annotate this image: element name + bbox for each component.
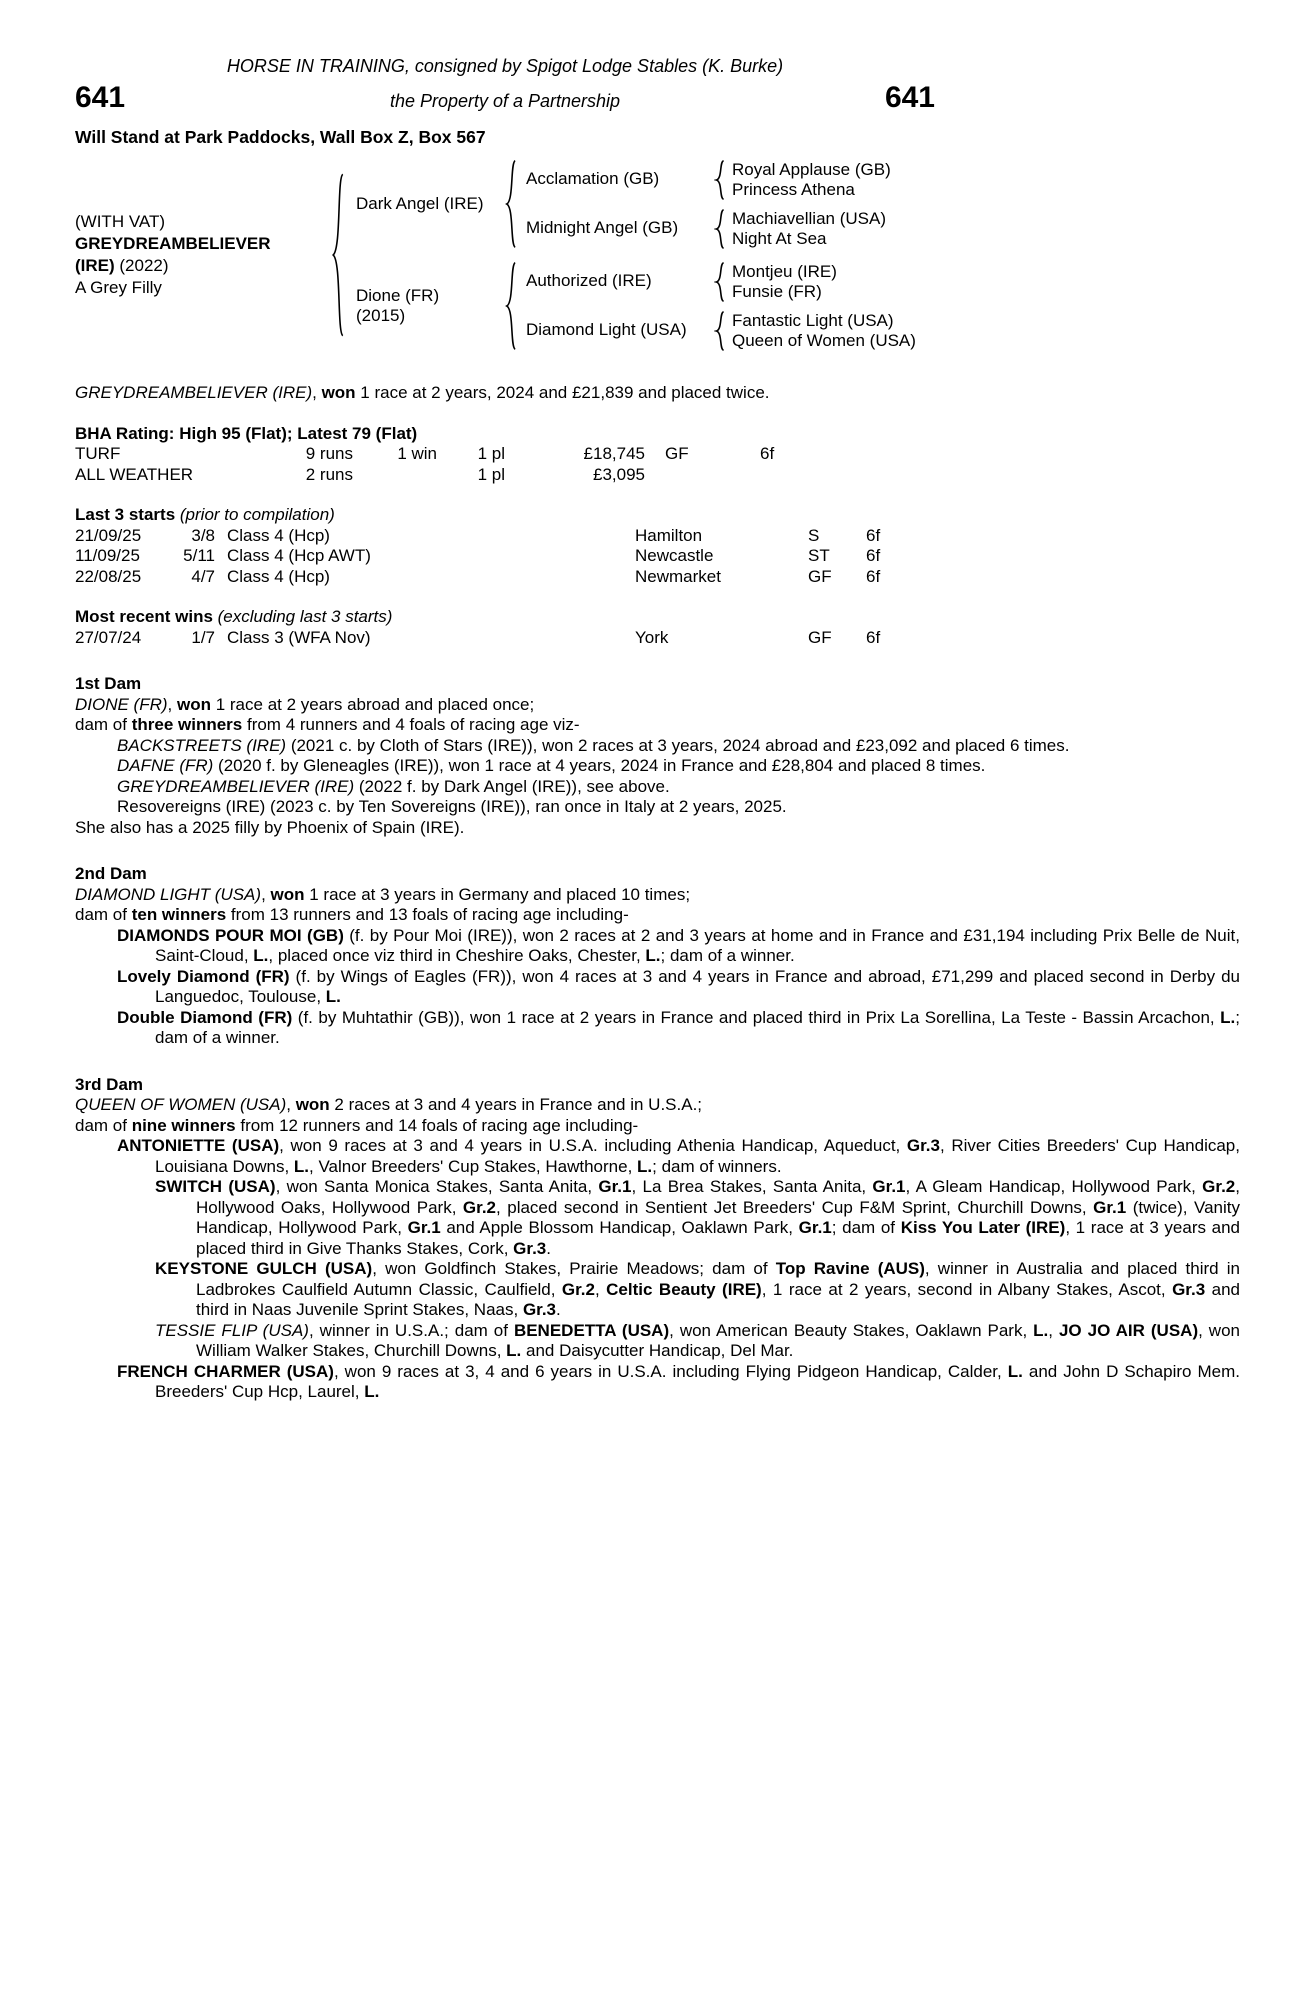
- dam-branch: [346, 261, 916, 351]
- win-race: Class 3 (WFA Nov): [227, 627, 371, 647]
- produce-entry: Double Diamond (FR) (f. by Muhtathir (GB)), won 1 race at 2 years in France and placed third in Prix La Sorellina, La Teste - Bassin Arcachon, L.; dam of a winner.: [117, 1007, 1240, 1047]
- win-row: [75, 628, 1240, 649]
- wins-value: [353, 465, 437, 486]
- produce-entry: DIAMONDS POUR MOI (GB) (f. by Pour Moi (IRE)), won 2 races at 2 and 3 years at home and in France and £31,194 including Prix Belle de Nuit, Saint-Cloud, L., placed once viz third in Cheshire Oaks, Chester, L.; dam of a winner.: [117, 925, 1240, 965]
- great-grandparents: [726, 311, 916, 351]
- start-going: GF: [808, 566, 832, 586]
- ancestor-name: Royal Applause (GB): [732, 159, 891, 179]
- produce-entry: Lovely Diamond (FR) (f. by Wings of Eagles (FR)), won 4 races at 3 and 4 years in France and abroad, £71,299 and placed second in Derby du Languedoc, Toulouse, L.: [117, 966, 1240, 1006]
- third-dam-section: [75, 1075, 1240, 1403]
- section-heading: 2nd Dam: [75, 864, 147, 883]
- dam-intro-line: DIAMOND LIGHT (USA), won 1 race at 3 years in Germany and placed 10 times;: [75, 884, 691, 904]
- going-value: GF: [665, 444, 689, 463]
- sire-grandparents: [518, 160, 891, 249]
- runs-value: 2 runs: [305, 464, 353, 484]
- start-date: 22/08/25: [75, 566, 142, 586]
- start-date: 21/09/25: [75, 525, 142, 545]
- produce-entry: GREYDREAMBELIEVER (IRE) (2022 f. by Dark Angel (IRE)), see above.: [117, 776, 670, 796]
- horse-identity: [75, 211, 330, 299]
- pedigree-brace-icon: [714, 262, 726, 302]
- dam-produce-line: dam of nine winners from 12 runners and 14 foals of racing age including-: [75, 1115, 639, 1135]
- win-course: York: [635, 627, 669, 647]
- start-date: 11/09/25: [75, 546, 140, 565]
- win-distance: 6f: [866, 627, 881, 647]
- start-position: 5/11: [183, 546, 215, 565]
- produce-entry: DAFNE (FR) (2020 f. by Gleneagles (IRE)), won 1 race at 4 years, 2024 in France and £28,804 and placed 8 times.: [117, 756, 986, 775]
- dam-grandparents: [518, 262, 916, 351]
- start-going: ST: [808, 546, 830, 565]
- lot-number-left: 641: [75, 80, 126, 114]
- produce-entry: TESSIE FLIP (USA), winner in U.S.A.; dam of BENEDETTA (USA), won American Beauty Stakes, Oaklawn Park, L., JO JO AIR (USA), won William Walker Stakes, Churchill Downs, L. and Daisycutter Handicap, Del Mar.: [155, 1320, 1240, 1360]
- win-date: 27/07/24: [75, 627, 142, 647]
- win-position: 1/7: [191, 627, 215, 647]
- last-starts-heading: Last 3 starts (prior to compilation): [75, 505, 335, 524]
- dam-produce-line: dam of three winners from 4 runners and 4 foals of racing age viz-: [75, 715, 580, 734]
- race-stats-table: [75, 444, 1240, 485]
- produce-entry: SWITCH (USA), won Santa Monica Stakes, Santa Anita, Gr.1, La Brea Stakes, Santa Anita, Gr.1, A Gleam Handicap, Hollywood Park, Gr.2, Hollywood Oaks, Hollywood Park, Gr.2, placed second in Sentient Jet Breeders' Cup F&M Sprint, Churchill Downs, Gr.1 (twice), Vanity Handicap, Hollywood Park, Gr.1 and Apple Blossom Handicap, Oaklawn Park, Gr.1; dam of Kiss You Later (IRE), 1 race at 3 years and placed third in Give Thanks Stakes, Cork, Gr.3.: [155, 1177, 1241, 1258]
- dam-footnote: She also has a 2025 filly by Phoenix of Spain (IRE).: [75, 817, 465, 837]
- dam-dam-name: Diamond Light (USA): [526, 320, 687, 340]
- ancestor-name: Funsie (FR): [732, 281, 822, 301]
- start-row: [75, 526, 1240, 547]
- start-row: [75, 567, 1240, 588]
- wins-value: 1 win: [397, 444, 437, 463]
- section-heading: 1st Dam: [75, 674, 142, 693]
- ancestor-name: Fantastic Light (USA): [732, 310, 894, 330]
- dam-dam-branch: [518, 311, 916, 351]
- dam-sire-branch: [518, 262, 916, 302]
- stats-row: [75, 444, 1240, 465]
- ancestor-name: Princess Athena: [732, 179, 855, 199]
- horse-suffix-year: [75, 255, 330, 277]
- places-value: 1 pl: [477, 444, 505, 463]
- produce-entry: KEYSTONE GULCH (USA), won Goldfinch Stakes, Prairie Meadows; dam of Top Ravine (AUS), winner in Australia and placed third in Ladbrokes Caulfield Autumn Classic, Caulfield, Gr.2, Celtic Beauty (IRE), 1 race at 2 years, second in Albany Stakes, Ascot, Gr.3 and third in Naas Juvenile Sprint Stakes, Naas, Gr.3.: [155, 1259, 1241, 1319]
- ancestor-name: Night At Sea: [732, 228, 827, 248]
- recent-wins-heading: Most recent wins (excluding last 3 starts): [75, 607, 393, 626]
- pedigree-brace-icon: [714, 209, 726, 249]
- start-course: Newcastle: [635, 546, 714, 565]
- vat-note: (WITH VAT): [75, 212, 166, 231]
- recent-wins-block: [75, 607, 1240, 648]
- dam-produce-line: dam of ten winners from 13 runners and 13 foals of racing age including-: [75, 905, 629, 924]
- start-race: Class 4 (Hcp): [227, 525, 330, 545]
- great-grandparents: [726, 160, 891, 200]
- sire-name: Dark Angel (IRE): [356, 193, 484, 213]
- last-starts-block: [75, 505, 1240, 587]
- start-going: S: [808, 525, 820, 545]
- distance-value: [760, 465, 820, 486]
- pedigree-brace-icon: [504, 159, 518, 249]
- stand-location-line: Will Stand at Park Paddocks, Wall Box Z, Box 567: [75, 126, 486, 147]
- first-dam-section: [75, 674, 1240, 838]
- horse-year: (2022): [114, 256, 169, 275]
- horse-suffix: (IRE): [75, 256, 115, 275]
- produce-entry: FRENCH CHARMER (USA), won 9 races at 3, 4 and 6 years in U.S.A. including Flying Pidgeon Handicap, Calder, L. and John D Schapiro Mem. Breeders' Cup Hcp, Laurel, L.: [117, 1361, 1240, 1401]
- places-value: 1 pl: [477, 464, 505, 484]
- ancestor-name: Queen of Women (USA): [732, 330, 916, 350]
- pedigree-brace-icon: [504, 261, 518, 351]
- pedigree-brace-icon: [714, 311, 726, 351]
- surface-label: ALL WEATHER: [75, 464, 194, 484]
- dam-intro-line: QUEEN OF WOMEN (USA), won 2 races at 3 and 4 years in France and in U.S.A.;: [75, 1095, 703, 1114]
- lot-row: [75, 80, 935, 114]
- second-dam-section: [75, 864, 1240, 1049]
- dam-year: (2015): [356, 306, 406, 325]
- sire-dam-name: Midnight Angel (GB): [526, 218, 679, 238]
- surface-label: TURF: [75, 444, 121, 463]
- earnings-value: £3,095: [593, 464, 645, 484]
- sire-branch: [346, 159, 916, 249]
- dam-name-block: [346, 286, 504, 327]
- produce-entry: ANTONIETTE (USA), won 9 races at 3 and 4 years in U.S.A. including Athenia Handicap, Aqueduct, Gr.3, River Cities Breeders' Cup Handicap, Louisiana Downs, L., Valnor Breeders' Cup Stakes, Hawthorne, L.; dam of winners.: [117, 1136, 1240, 1176]
- ancestor-name: Machiavellian (USA): [732, 208, 886, 228]
- start-distance: 6f: [866, 546, 881, 565]
- produce-entry: Resovereigns (IRE) (2023 c. by Ten Sovereigns (IRE)), ran once in Italy at 2 years, 2025.: [117, 797, 787, 816]
- bha-rating-line: BHA Rating: High 95 (Flat); Latest 79 (Flat): [75, 423, 418, 443]
- sire-sire-name: Acclamation (GB): [526, 169, 660, 189]
- start-position: 3/8: [191, 525, 215, 545]
- start-distance: 6f: [866, 525, 881, 545]
- start-distance: 6f: [866, 566, 881, 586]
- pedigree-brace-icon: [714, 160, 726, 200]
- start-race: Class 4 (Hcp): [227, 566, 330, 586]
- runs-value: 9 runs: [305, 444, 353, 463]
- distance-value: 6f: [760, 444, 775, 463]
- start-course: Hamilton: [635, 525, 703, 545]
- pedigree-generation-1: [346, 159, 916, 351]
- dam-name: Dione (FR): [356, 285, 440, 305]
- earnings-value: £18,745: [583, 444, 645, 463]
- great-grandparents: [726, 262, 837, 302]
- page-header: [75, 56, 935, 147]
- section-heading: 3rd Dam: [75, 1074, 144, 1094]
- produce-entry: BACKSTREETS (IRE) (2021 c. by Cloth of Stars (IRE)), won 2 races at 3 years, 2024 abroad and £23,092 and placed 6 times.: [117, 735, 1070, 755]
- great-grandparents: [726, 209, 886, 249]
- win-going: GF: [808, 627, 832, 647]
- dam-sire-name: Authorized (IRE): [526, 271, 652, 291]
- consignor-line: HORSE IN TRAINING, consigned by Spigot Lodge Stables (K. Burke): [226, 56, 784, 76]
- start-position: 4/7: [191, 566, 215, 586]
- pedigree-brace-icon: [330, 171, 346, 339]
- going-value: [645, 465, 760, 486]
- ancestor-name: Montjeu (IRE): [732, 261, 837, 281]
- start-row: [75, 546, 1240, 567]
- lot-number-right: 641: [884, 80, 935, 114]
- race-summary-line: GREYDREAMBELIEVER (IRE), won 1 race at 2 years, 2024 and £21,839 and placed twice.: [75, 383, 770, 402]
- horse-name: GREYDREAMBELIEVER: [75, 234, 271, 253]
- start-course: Newmarket: [635, 566, 721, 586]
- sire-sire-branch: [518, 160, 891, 200]
- property-line: the Property of a Partnership: [389, 90, 621, 111]
- sire-dam-branch: [518, 209, 891, 249]
- horse-description: A Grey Filly: [75, 278, 162, 297]
- dam-intro-line: DIONE (FR), won 1 race at 2 years abroad and placed once;: [75, 694, 535, 714]
- stats-row: [75, 465, 1240, 486]
- pedigree-table: [75, 159, 1240, 351]
- start-race: Class 4 (Hcp AWT): [227, 546, 371, 565]
